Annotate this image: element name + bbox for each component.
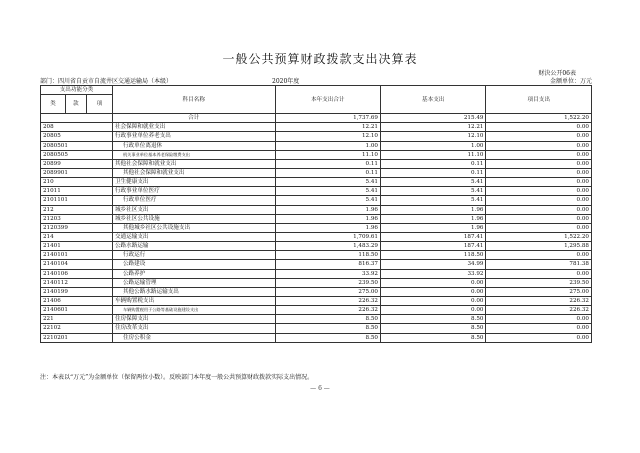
row-code: 20899 <box>41 159 113 168</box>
row-name: 车辆购置税用于公路等基础设施建设支出 <box>112 306 275 315</box>
row-total: 5.41 <box>275 178 380 187</box>
row-basic: 5.41 <box>380 187 485 196</box>
row-basic: 34.99 <box>380 260 485 269</box>
row-name: 车辆购置税支出 <box>112 296 275 305</box>
row-name: 交通运输支出 <box>112 232 275 241</box>
row-project: 0.00 <box>486 168 592 177</box>
row-project: 0.00 <box>486 196 592 205</box>
row-name: 其他社会保障和就业支出 <box>112 159 275 168</box>
row-code: 20805 <box>41 132 113 141</box>
row-total: 1.96 <box>275 214 380 223</box>
row-name: 其他社会保障和就业支出 <box>112 168 275 177</box>
row-code: 21406 <box>41 296 113 305</box>
row-project: 226.32 <box>486 296 592 305</box>
table-row <box>41 324 592 333</box>
row-code: 2101101 <box>41 196 113 205</box>
header-kuan: 款 <box>65 95 86 114</box>
table-row <box>41 287 592 296</box>
row-project: 0.00 <box>486 223 592 232</box>
row-name: 公路水路运输 <box>112 242 275 251</box>
row-project: 0.00 <box>486 132 592 141</box>
row-code: 2080501 <box>41 141 113 150</box>
row-name: 公路养护 <box>112 269 275 278</box>
row-basic: 11.10 <box>380 150 485 159</box>
row-code: 2120399 <box>41 223 113 232</box>
table-row <box>41 178 592 187</box>
row-project: 0.00 <box>486 333 592 342</box>
row-basic: 118.50 <box>380 251 485 260</box>
row-total: 1.96 <box>275 223 380 232</box>
row-name: 卫生健康支出 <box>112 178 275 187</box>
row-code: 2140104 <box>41 260 113 269</box>
expenditure-table <box>40 85 592 343</box>
header-total: 本年支出合计 <box>275 86 380 114</box>
table-row <box>41 296 592 305</box>
table-row <box>41 232 592 241</box>
row-total: 8.50 <box>275 315 380 324</box>
table-row <box>41 150 592 159</box>
row-code: 2140106 <box>41 269 113 278</box>
row-name: 公路建设 <box>112 260 275 269</box>
row-basic: 0.00 <box>380 278 485 287</box>
row-total: 5.41 <box>275 196 380 205</box>
row-basic: 8.50 <box>380 315 485 324</box>
row-code: 2140101 <box>41 251 113 260</box>
footnote: 注：本表以“万元”为金额单位（保留两位小数）。反映部门本年度一般公共预算财政拨款实际支出情况。 <box>40 374 314 381</box>
row-basic: 1.96 <box>380 223 485 232</box>
row-basic: 1.96 <box>380 214 485 223</box>
total-label: 合计 <box>112 114 275 123</box>
total-row <box>41 114 592 123</box>
row-project: 275.00 <box>486 287 592 296</box>
row-project: 0.00 <box>486 187 592 196</box>
row-basic: 1.96 <box>380 205 485 214</box>
table-row <box>41 187 592 196</box>
table-row <box>41 196 592 205</box>
row-total: 12.21 <box>275 123 380 132</box>
row-code: 2140112 <box>41 278 113 287</box>
row-total: 5.41 <box>275 187 380 196</box>
header-project: 项目支出 <box>486 86 592 114</box>
row-total: 0.11 <box>275 159 380 168</box>
row-name: 城乡社区支出 <box>112 205 275 214</box>
row-total: 12.10 <box>275 132 380 141</box>
table-row <box>41 333 592 342</box>
row-project: 0.00 <box>486 315 592 324</box>
row-name: 城乡社区公共设施 <box>112 214 275 223</box>
row-basic: 0.00 <box>380 306 485 315</box>
row-basic: 33.92 <box>380 269 485 278</box>
meta-line <box>40 76 592 85</box>
form-code: 财決公开06表 <box>538 70 576 77</box>
row-code: 21401 <box>41 242 113 251</box>
row-basic: 187.41 <box>380 242 485 251</box>
row-total: 226.32 <box>275 296 380 305</box>
row-name: 住房保障支出 <box>112 315 275 324</box>
header-xiang: 项 <box>86 95 112 114</box>
row-name: 公路运输管理 <box>112 278 275 287</box>
row-name: 机关事业单位基本养老保险缴费支出 <box>112 150 275 159</box>
table-row <box>41 306 592 315</box>
total-project: 1,522.20 <box>486 114 592 123</box>
row-project: 1,295.88 <box>486 242 592 251</box>
table-row <box>41 123 592 132</box>
table-row <box>41 132 592 141</box>
row-name: 住房公积金 <box>112 333 275 342</box>
header-basic: 基本支出 <box>380 86 485 114</box>
row-project: 0.00 <box>486 205 592 214</box>
table-row <box>41 223 592 232</box>
row-basic: 0.00 <box>380 287 485 296</box>
row-code: 22102 <box>41 324 113 333</box>
row-name: 行政事业单位养老支出 <box>112 132 275 141</box>
row-name: 行政事业单位医疗 <box>112 187 275 196</box>
row-basic: 12.21 <box>380 123 485 132</box>
unit-label: 金额单位：万元 <box>549 78 592 85</box>
row-basic: 0.11 <box>380 168 485 177</box>
row-basic: 1.00 <box>380 141 485 150</box>
row-total: 226.32 <box>275 306 380 315</box>
table-row <box>41 315 592 324</box>
row-project: 239.50 <box>486 278 592 287</box>
header-lei: 类 <box>41 95 66 114</box>
row-project: 0.00 <box>486 141 592 150</box>
row-total: 1.00 <box>275 141 380 150</box>
table-row <box>41 214 592 223</box>
row-project: 0.00 <box>486 150 592 159</box>
row-project: 0.00 <box>486 324 592 333</box>
row-total: 1,483.29 <box>275 242 380 251</box>
row-name: 其他公路水路运输支出 <box>112 287 275 296</box>
header-subject: 科目名称 <box>112 86 275 114</box>
row-basic: 5.41 <box>380 178 485 187</box>
table-row <box>41 260 592 269</box>
row-total: 816.37 <box>275 260 380 269</box>
row-total: 1.96 <box>275 205 380 214</box>
table-row <box>41 278 592 287</box>
row-name: 行政单位离退休 <box>112 141 275 150</box>
row-total: 275.00 <box>275 287 380 296</box>
total-basic: 215.49 <box>380 114 485 123</box>
row-project: 0.00 <box>486 123 592 132</box>
row-project: 0.00 <box>486 251 592 260</box>
row-project: 0.00 <box>486 178 592 187</box>
row-total: 0.11 <box>275 168 380 177</box>
row-code: 2210201 <box>41 333 113 342</box>
table-row <box>41 205 592 214</box>
row-code: 21203 <box>41 214 113 223</box>
total-amount: 1,737.69 <box>275 114 380 123</box>
row-basic: 8.50 <box>380 324 485 333</box>
row-project: 0.00 <box>486 269 592 278</box>
row-total: 8.50 <box>275 324 380 333</box>
table-row <box>41 242 592 251</box>
table-row <box>41 141 592 150</box>
table-row <box>41 251 592 260</box>
row-name: 社会保障和就业支出 <box>112 123 275 132</box>
row-basic: 8.50 <box>380 333 485 342</box>
table-row <box>41 159 592 168</box>
row-total: 118.50 <box>275 251 380 260</box>
row-code: 2140601 <box>41 306 113 315</box>
row-code: 221 <box>41 315 113 324</box>
row-name: 住房改革支出 <box>112 324 275 333</box>
header-category: 支出功能分类 <box>41 86 113 95</box>
row-total: 1,709.61 <box>275 232 380 241</box>
row-code: 2140199 <box>41 287 113 296</box>
page-number: — 6 — <box>310 385 330 392</box>
row-code: 214 <box>41 232 113 241</box>
table-row <box>41 168 592 177</box>
row-code: 21011 <box>41 187 113 196</box>
row-code: 2080505 <box>41 150 113 159</box>
row-name: 行政运行 <box>112 251 275 260</box>
year-label: 2020年度 <box>272 78 300 85</box>
department-label: 部门：四川省自贡市自流井区交通运输局（本级） <box>40 78 173 85</box>
row-basic: 12.10 <box>380 132 485 141</box>
table-row <box>41 269 592 278</box>
row-code: 212 <box>41 205 113 214</box>
row-name: 其他城乡社区公共设施支出 <box>112 223 275 232</box>
page-title: 一般公共预算财政拨款支出决算表 <box>222 52 418 66</box>
row-project: 781.38 <box>486 260 592 269</box>
row-project: 1,522.20 <box>486 232 592 241</box>
row-project: 0.00 <box>486 159 592 168</box>
row-code: 208 <box>41 123 113 132</box>
row-total: 33.92 <box>275 269 380 278</box>
row-total: 8.50 <box>275 333 380 342</box>
row-project: 226.32 <box>486 306 592 315</box>
row-code: 2089901 <box>41 168 113 177</box>
row-total: 239.50 <box>275 278 380 287</box>
row-basic: 0.11 <box>380 159 485 168</box>
row-name: 行政单位医疗 <box>112 196 275 205</box>
row-total: 11.10 <box>275 150 380 159</box>
row-basic: 0.00 <box>380 296 485 305</box>
row-basic: 187.41 <box>380 232 485 241</box>
row-basic: 5.41 <box>380 196 485 205</box>
row-code: 210 <box>41 178 113 187</box>
row-project: 0.00 <box>486 214 592 223</box>
